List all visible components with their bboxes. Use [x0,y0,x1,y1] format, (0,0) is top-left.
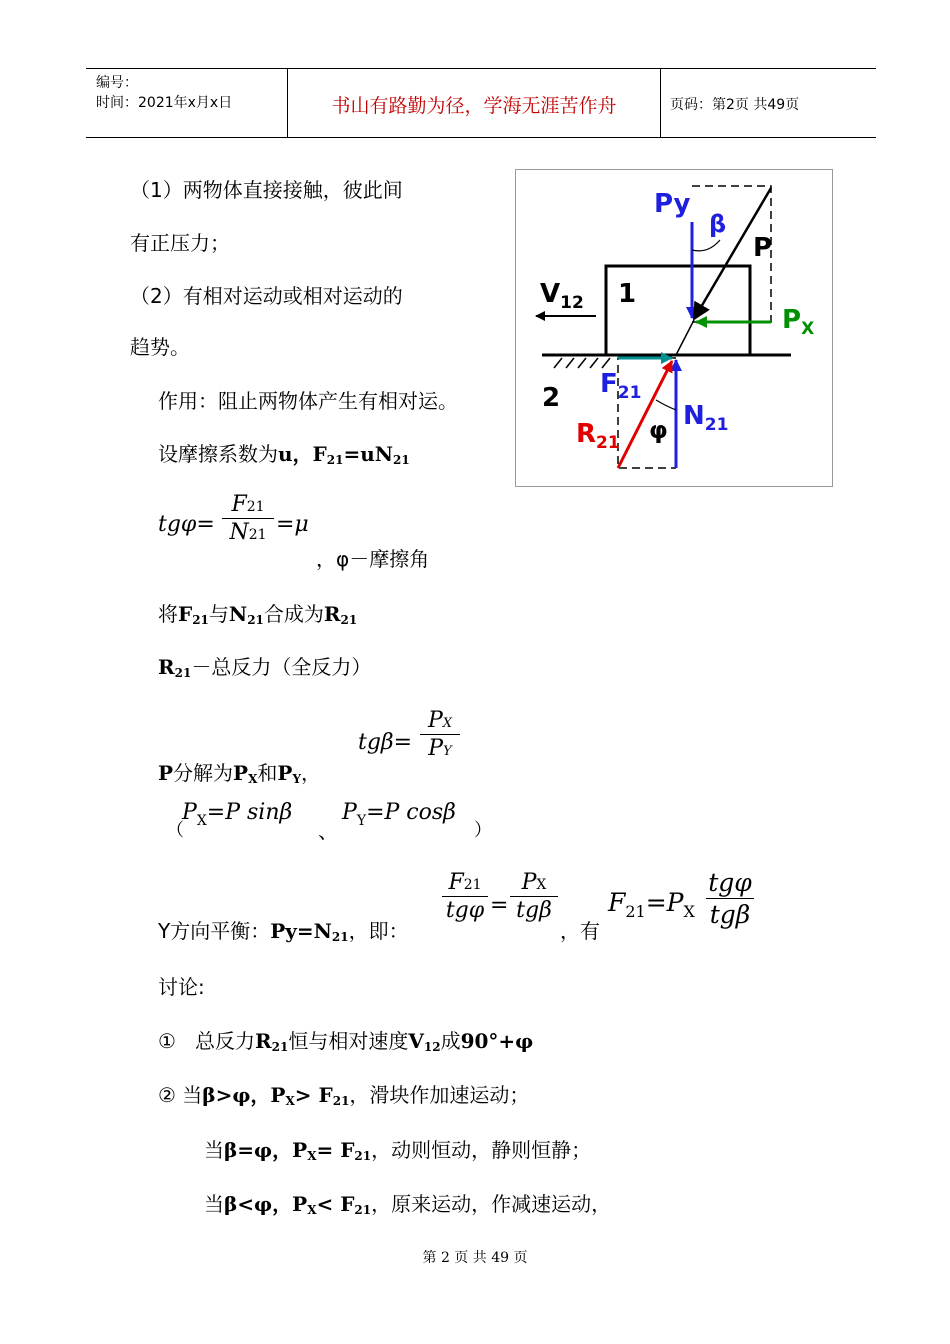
discussion-heading: 讨论: [158,975,205,999]
compose-line [158,601,357,633]
subscript: X [307,1149,317,1163]
eq2-denominator [420,735,460,761]
text: R [255,1029,272,1053]
subscript: 21 [192,613,209,627]
text: ① [158,1029,176,1053]
eq4-numerator-1 [442,870,488,897]
text: Py=N [270,919,332,943]
eq4-fraction-2 [510,870,558,923]
label-beta: β [709,210,727,238]
discussion-item-1 [158,1028,533,1060]
eq5-fraction [706,868,754,929]
text: N [228,602,248,626]
text: = F [316,1138,355,1162]
subscript: X [442,716,453,731]
subscript: Y [292,772,302,786]
text: F [231,492,247,517]
text: P [277,761,293,785]
text: 恒与相对速度 [288,1029,409,1053]
eq1-numerator [222,492,274,519]
label-r21: $R_{21}$ [576,419,620,453]
page-footer: 第 2 页 共 49 页 [422,1250,528,1266]
text: －总反力（全反力） [191,655,372,679]
eq1-left: tgφ= [158,512,215,537]
subscript: 21 [463,877,482,893]
text: u，F [278,442,327,466]
eq4-mid: ，有 [560,919,600,943]
beta-arc [692,240,720,251]
text: F [448,870,464,895]
subscript: 12 [423,1040,441,1054]
label-px: $P_X$ [782,305,815,339]
motto: 书山有路勤为径，学海无涯苦作舟 [331,95,617,117]
eq1-fraction [222,492,274,545]
text: 当 [204,1138,224,1162]
eq5-denominator: tgβ [709,900,751,929]
text: V [408,1029,424,1053]
text: ，滑块作加速运动； [349,1083,530,1107]
text: 设摩擦系数为 [158,442,278,466]
eq5-left [608,888,695,921]
text: F [608,888,626,917]
text: ，原来运动，作减速运动， [371,1192,612,1216]
text: β<φ，P [224,1192,308,1216]
label-n21: $N_{21}$ [683,401,729,435]
y-balance-line [158,918,409,950]
label-py: Py [654,189,691,219]
subscript: 21 [326,453,344,467]
text: P [182,800,197,825]
text: =P sinβ [206,800,293,825]
eq2-left: tgβ= [358,730,413,755]
discussion-item-2 [158,1082,529,1114]
eq2-numerator [420,708,460,735]
subscript: X [307,1203,317,1217]
subscript: 21 [354,1203,372,1217]
phi-arc [656,400,676,410]
subscript: 21 [354,1149,372,1163]
condition-2: （2）有相对运动或相对运动的 [130,284,403,308]
subscript: 21 [393,453,410,467]
subscript: 21 [246,499,265,515]
header-meta-cell [86,69,286,137]
condition-1-cont: 有正压力； [130,231,230,255]
decompose-line [158,760,321,792]
subscript: X [248,772,258,786]
page-label: 页码：第2页 共49页 [670,97,800,113]
label-phi: φ [649,416,668,444]
number-label: 编号： [96,75,138,91]
subscript: 21 [625,902,646,921]
text: 和 [257,761,278,785]
text: =P [645,888,684,917]
eq3-a [182,800,292,829]
eq4-denominator-1: tgφ [445,898,485,923]
text: ② 当 [158,1083,203,1107]
page-header [86,68,876,138]
subscript: 21 [247,613,264,627]
text: < F [316,1192,355,1216]
text: 当 [204,1192,224,1216]
text: P [233,761,249,785]
eq5-numerator: tgφ [706,868,754,899]
text: N [229,520,249,545]
ground-hatch [554,358,610,368]
text: 与 [208,602,229,626]
subscript: X [536,877,547,893]
text: P [428,736,444,761]
header-page-cell [660,69,876,137]
friction-diagram [515,169,833,487]
subscript: X [683,902,695,921]
eq3-close: ） [474,820,492,841]
text: =uN [343,442,394,466]
subscript: 21 [340,613,358,627]
condition-2-cont: 趋势。 [130,335,190,359]
text: P [427,708,443,733]
text: R [158,655,175,679]
eq3-open: （ [166,820,184,841]
friction-effect: 作用：阻止两物体产生有相对运。 [158,389,458,413]
discussion-item-4 [204,1191,611,1223]
eq4-numerator-2 [510,870,558,897]
label-block-1: 1 [618,279,637,309]
text: 合成为 [263,602,324,626]
eq2-fraction [420,708,460,761]
header-motto-cell [287,69,661,137]
text: Y方向平衡： [158,919,271,943]
label-v12: $V_{12}$ [540,279,584,313]
friction-coef-line [158,441,410,473]
text: β>φ，P [202,1083,286,1107]
text: =P cosβ [366,800,456,825]
subscript: X [196,813,207,829]
text: β=φ，P [224,1138,308,1162]
friction-diagram-svg [516,170,832,486]
condition-1: （1）两物体直接接触，彼此间 [130,178,403,202]
subscript: X [285,1094,295,1108]
discussion-item-3 [204,1137,591,1169]
p-line-extension [676,320,694,355]
subscript: 21 [331,930,349,944]
eq1-right: =μ [276,512,309,537]
text: F [178,602,193,626]
eq3-sep: 、 [318,819,338,843]
subscript: 21 [332,1094,350,1108]
eq1-note: ，φ－摩擦角 [316,547,430,571]
text: 将 [158,602,178,626]
eq4-denominator-2: tgβ [516,898,552,923]
subscript: Y [356,813,367,829]
text: 分解为 [173,761,234,785]
label-ground-2: 2 [542,383,561,413]
eq1-denominator [222,519,274,545]
text: > F [294,1083,333,1107]
eq4-equals: = [490,893,509,918]
text: P [521,870,537,895]
text: 总反力 [195,1029,256,1053]
text: 90°+φ [460,1029,534,1053]
subscript: 21 [248,527,267,543]
eq3-b [342,800,456,829]
text: 成 [440,1029,461,1053]
subscript: Y [443,744,452,759]
time-label: 时间：2021年x月x日 [96,95,233,111]
r21-arrow [618,361,672,468]
subscript: 21 [271,1040,289,1054]
text: P [158,761,174,785]
label-p: P [753,233,773,263]
label-f21: $F_{21}$ [600,369,642,403]
text: ， [301,761,322,785]
eq4-fraction-1 [442,870,488,923]
total-reaction-line [158,654,371,686]
text: ，动则恒动，静则恒静； [371,1138,592,1162]
text: R [323,602,341,626]
text: ，即： [348,919,409,943]
text: P [342,800,357,825]
subscript: 21 [174,666,192,680]
